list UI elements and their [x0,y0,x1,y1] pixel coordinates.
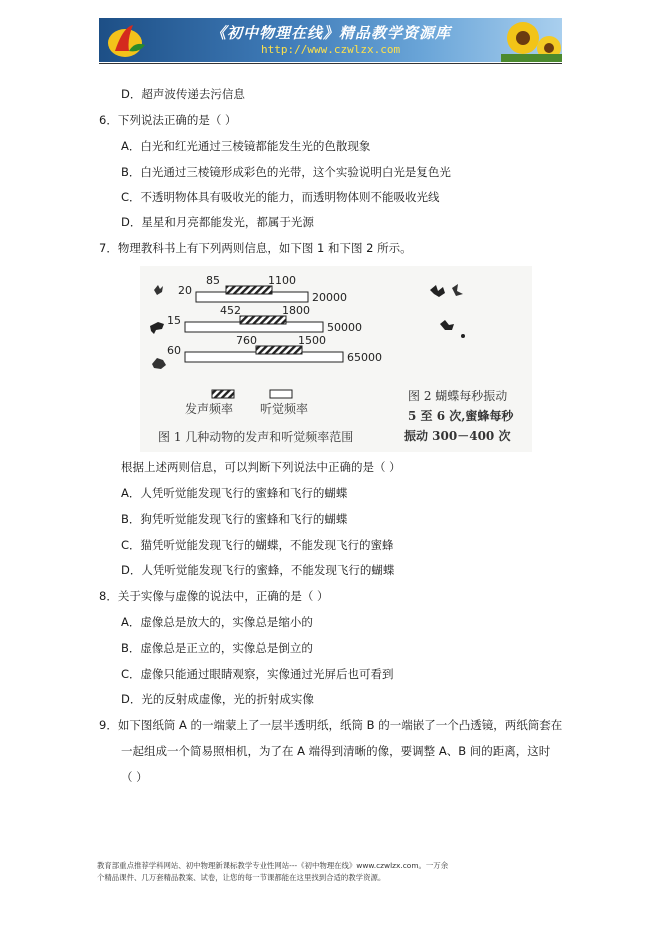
q6-option-a: A．白光和红光通过三棱镜都能发生光的色散现象 [121,139,371,153]
legend-vocal-swatch [212,390,234,398]
q7-stem: 7．物理教科书上有下列两则信息，如下图 1 和下图 2 所示。 [99,241,412,255]
human-vocal-bar [226,286,272,294]
legend-vocal-label: 发声频率 [185,402,234,416]
q9-line-3: （ ） [121,770,148,784]
human-hearing-high-label: 20000 [312,291,347,304]
q7-option-c: C．猫凭听觉能发现飞行的蝴蝶，不能发现飞行的蜜蜂 [121,538,394,552]
cat-hearing-low-label: 60 [167,344,181,357]
q8-option-b: B．虚像总是正立的，实像总是倒立的 [121,641,313,655]
q8-stem: 8．关于实像与虚像的说法中，正确的是（ ） [99,589,329,603]
q9-line-2: 一起组成一个简易照相机，为了在 A 端得到清晰的像，要调整 A、B 间的距离，这时 [121,744,551,758]
q7-option-b: B．狗凭听觉能发现飞行的蜜蜂和飞行的蝴蝶 [121,512,348,526]
q8-option-d: D．光的反射成虚像，光的折射成实像 [121,692,314,706]
cat-hearing-high-label: 65000 [347,351,382,364]
q6-stem: 6．下列说法正确的是（ ） [99,113,237,127]
dog-hearing-high-label: 50000 [327,321,362,334]
site-banner [99,18,562,62]
site-logo-icon [105,21,149,59]
banner-title: 《初中物理在线》精品教学资源库 [211,24,452,42]
cat-vocal-high-label: 1500 [298,334,326,347]
q6-option-d: D．星星和月亮都能发光，都属于光源 [121,215,314,229]
dog-vocal-low-label: 452 [220,304,241,317]
q7-option-a: A．人凭听觉能发现飞行的蜜蜂和飞行的蝴蝶 [121,486,348,500]
human-vocal-low-label: 85 [206,274,220,287]
fig2-caption-line-2: 5 至 6 次,蜜蜂每秒 [408,409,514,423]
q5-option-d: D．超声波传递去污信息 [121,87,245,101]
dog-hearing-low-label: 15 [167,314,181,327]
fig2-caption-line-1: 图 2 蝴蝶每秒振动 [408,389,508,403]
q8-option-c: C．虚像只能通过眼睛观察，实像通过光屏后也可看到 [121,667,394,681]
banner-url[interactable]: http://www.czwlzx.com [261,43,401,56]
cat-vocal-low-label: 760 [236,334,257,347]
q6-option-b: B．白光通过三棱镜形成彩色的光带，这个实验说明白光是复色光 [121,165,451,179]
footer-line-2: 个精品课件、几万套精品教案、试卷，让您的每一节课都能在这里找到合适的教学资源。 [97,873,386,882]
human-vocal-high-label: 1100 [268,274,296,287]
q9-line-1: 9．如下图纸筒 A 的一端蒙上了一层半透明纸，纸筒 B 的一端嵌了一个凸透镜，两纸筒套在 [99,718,563,732]
q8-option-a: A．虚像总是放大的，实像总是缩小的 [121,615,313,629]
q7-question: 根据上述两则信息，可以判断下列说法中正确的是（ ） [121,460,401,474]
human-hearing-low-label: 20 [178,284,192,297]
q7-figure [140,266,532,452]
q7-option-d: D．人凭听觉能发现飞行的蜜蜂，不能发现飞行的蝴蝶 [121,563,395,577]
header-rule [99,63,562,64]
sunflower-icon [501,18,562,62]
dog-vocal-high-label: 1800 [282,304,310,317]
footer-line-1: 教育部重点推荐学科网站、初中物理新课标教学专业性网站---《初中物理在线》www.czwlzx.com。一万余 [97,861,449,870]
fig1-caption: 图 1 几种动物的发声和听觉频率范围 [158,430,354,444]
dog-vocal-bar [240,316,286,324]
cat-vocal-bar [256,346,302,354]
q6-option-c: C．不透明物体具有吸收光的能力，而透明物体则不能吸收光线 [121,190,440,204]
legend-hearing-swatch [270,390,292,398]
legend-hearing-label: 听觉频率 [260,402,309,416]
fig2-caption-line-3: 振动 300－400 次 [404,429,511,443]
